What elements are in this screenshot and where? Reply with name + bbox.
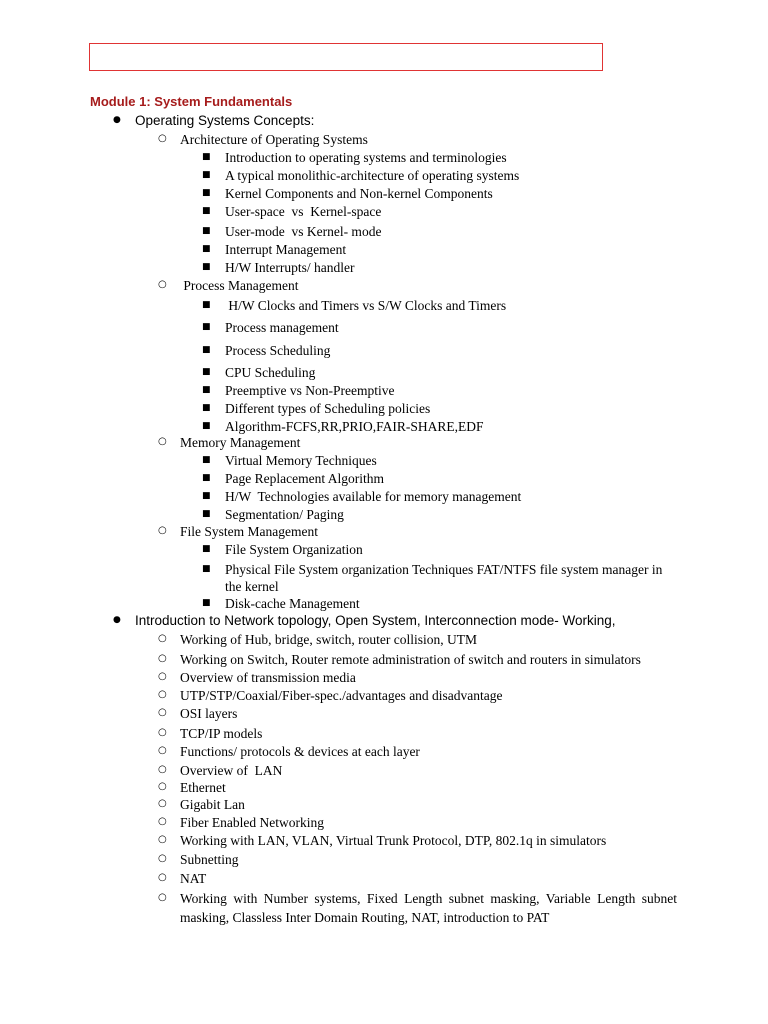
bullet-icon: ■ [202, 403, 211, 413]
outline-item-text: Gigabit Lan [180, 797, 245, 812]
outline-item-text: Subnetting [180, 852, 239, 867]
bullet-icon: ○ [158, 892, 167, 903]
outline-item-text: Overview of transmission media [180, 670, 356, 685]
outline-item-text: User-mode vs Kernel- mode [225, 224, 382, 239]
title-placeholder-box [89, 43, 603, 71]
bullet-icon: ○ [158, 781, 167, 792]
bullet-icon: ■ [202, 491, 211, 501]
outline-item-text: Overview of LAN [180, 763, 283, 778]
bullet-icon: ■ [202, 322, 211, 332]
bullet-icon: ■ [202, 421, 211, 431]
outline-item-text: Interrupt Management [225, 242, 347, 257]
outline-item-text: Working with Number systems, Fixed Length subnet masking, Variable Length subnet masking, Classless Inter Domain Routing, NAT, introduction to PAT [180, 891, 677, 925]
bullet-icon: ○ [158, 633, 167, 644]
bullet-icon: ○ [158, 816, 167, 827]
bullet-icon: ■ [202, 262, 211, 272]
outline-item-text: Working on Switch, Router remote administration of switch and routers in simulators [180, 652, 641, 667]
outline-item-text: OSI layers [180, 706, 238, 721]
bullet-icon: ■ [202, 152, 211, 162]
bullet-icon: ■ [202, 385, 211, 395]
outline-item-text: File System Management [180, 524, 318, 539]
bullet-icon: ○ [158, 853, 167, 864]
outline-item-text: Different types of Scheduling policies [225, 401, 431, 416]
outline-item-text: H/W Clocks and Timers vs S/W Clocks and Timers [225, 298, 507, 313]
outline-item-text: Process Management [180, 278, 299, 293]
outline-item-text: UTP/STP/Coaxial/Fiber-spec./advantages and disadvantage [180, 688, 503, 703]
outline-item-text: Process Scheduling [225, 343, 331, 358]
outline-item-text: Process management [225, 320, 339, 335]
outline-item-text: Virtual Memory Techniques [225, 453, 377, 468]
outline-item-text: Introduction to Network topology, Open System, Interconnection mode- Working, [135, 613, 616, 628]
bullet-icon: ■ [202, 455, 211, 465]
outline-item-text: CPU Scheduling [225, 365, 316, 380]
outline-item-text: Disk-cache Management [225, 596, 360, 611]
bullet-icon: ○ [158, 436, 167, 447]
outline-item-text: Segmentation/ Paging [225, 507, 344, 522]
bullet-icon: ■ [202, 509, 211, 519]
bullet-icon: ■ [202, 244, 211, 254]
bullet-icon: ■ [202, 564, 211, 574]
outline-item-text: Operating Systems Concepts: [135, 113, 315, 128]
bullet-icon: ■ [202, 206, 211, 216]
outline-item-text: NAT [180, 871, 207, 886]
bullet-icon: ○ [158, 798, 167, 809]
bullet-icon: ■ [202, 598, 211, 608]
bullet-icon: ○ [158, 707, 167, 718]
bullet-icon: ○ [158, 689, 167, 700]
outline-item-text: Fiber Enabled Networking [180, 815, 324, 830]
outline-item-text: TCP/IP models [180, 726, 263, 741]
bullet-icon: ○ [158, 764, 167, 775]
bullet-icon: ○ [158, 727, 167, 738]
bullet-icon: ■ [202, 544, 211, 554]
bullet-icon: ○ [158, 671, 167, 682]
bullet-icon: ● [113, 115, 121, 125]
bullet-icon: ○ [158, 745, 167, 756]
bullet-icon: ■ [202, 226, 211, 236]
outline-item-text: Memory Management [180, 435, 301, 450]
outline-item-text: Physical File System organization Techniques FAT/NTFS file system manager in the kernel [225, 562, 663, 594]
bullet-icon: ○ [158, 133, 167, 144]
outline-item-text: Preemptive vs Non-Preemptive [225, 383, 395, 398]
outline-item-text: A typical monolithic-architecture of operating systems [225, 168, 520, 183]
outline-item-text: H/W Technologies available for memory management [225, 489, 522, 504]
bullet-icon: ■ [202, 473, 211, 483]
outline-item-text: H/W Interrupts/ handler [225, 260, 355, 275]
outline-item-text: Page Replacement Algorithm [225, 471, 384, 486]
outline-item-text: Kernel Components and Non-kernel Components [225, 186, 493, 201]
module-title: Module 1: System Fundamentals [90, 94, 293, 109]
bullet-icon: ■ [202, 170, 211, 180]
bullet-icon: ■ [202, 367, 211, 377]
bullet-icon: ■ [202, 300, 211, 310]
outline-item-text: Working of Hub, bridge, switch, router collision, UTM [180, 632, 477, 647]
bullet-icon: ○ [158, 525, 167, 536]
outline-item-text: Introduction to operating systems and terminologies [225, 150, 507, 165]
bullet-icon: ■ [202, 345, 211, 355]
outline-item-text: Functions/ protocols & devices at each layer [180, 744, 420, 759]
outline-item-text: User-space vs Kernel-space [225, 204, 382, 219]
bullet-icon: ○ [158, 279, 167, 290]
outline-item-text: File System Organization [225, 542, 363, 557]
bullet-icon: ○ [158, 834, 167, 845]
outline-item-text: Architecture of Operating Systems [180, 132, 368, 147]
outline-item-text: Working with LAN, VLAN, Virtual Trunk Protocol, DTP, 802.1q in simulators [180, 833, 607, 848]
bullet-icon: ○ [158, 653, 167, 664]
bullet-icon: ○ [158, 872, 167, 883]
bullet-icon: ● [113, 615, 121, 625]
outline-item-text: Ethernet [180, 780, 226, 795]
outline-item-text: Algorithm-FCFS,RR,PRIO,FAIR-SHARE,EDF [225, 419, 484, 434]
bullet-icon: ■ [202, 188, 211, 198]
